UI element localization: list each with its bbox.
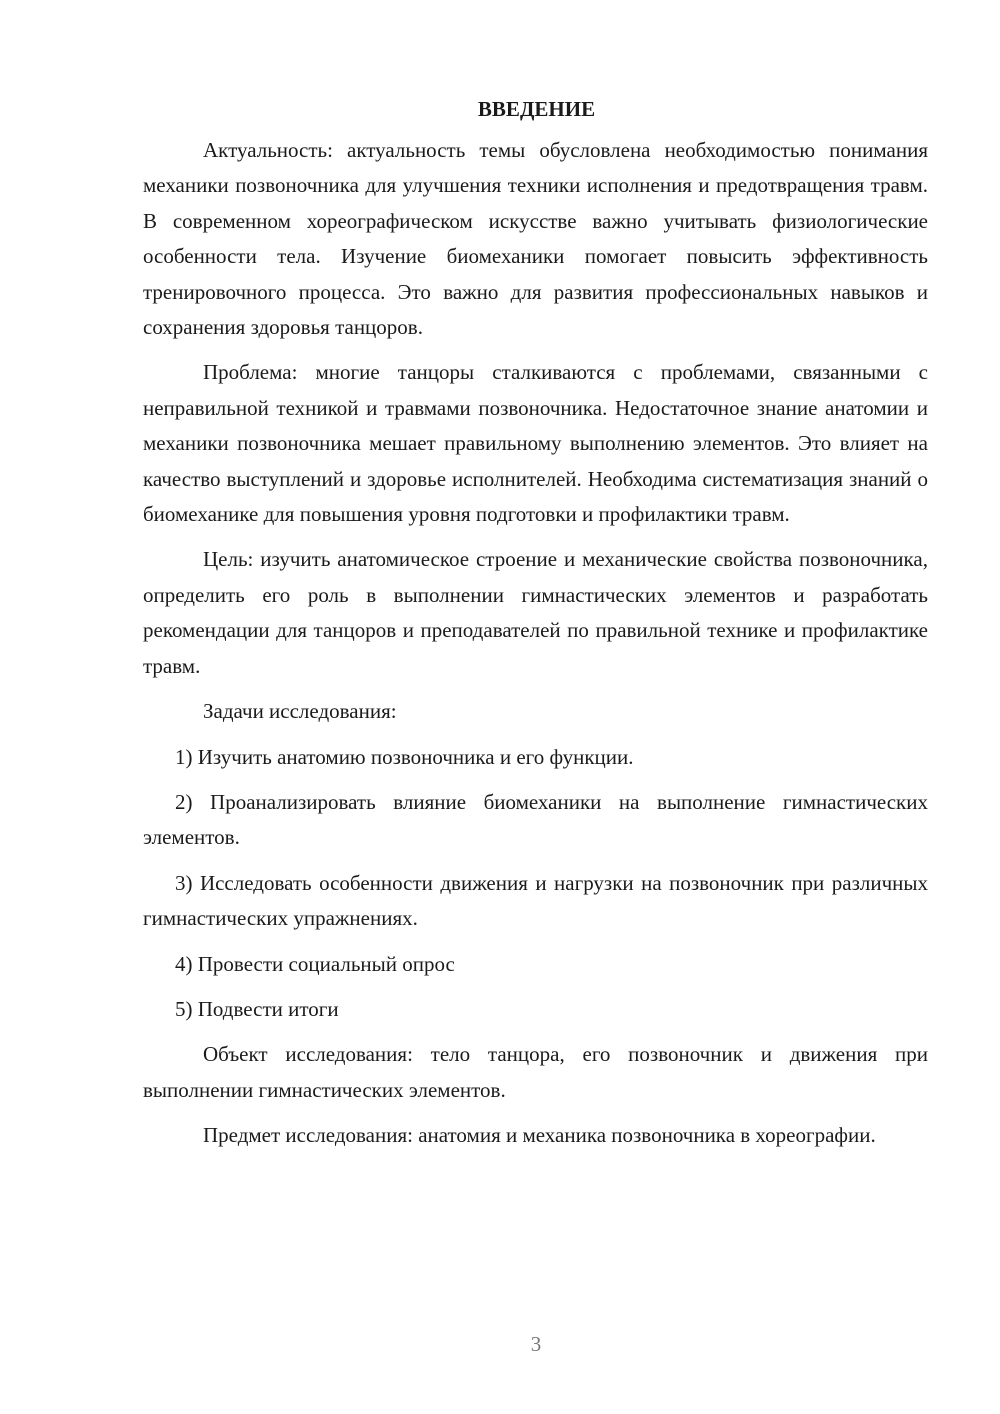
tasks-heading: Задачи исследования: xyxy=(203,699,397,724)
task-item-5: 5) Подвести итоги xyxy=(175,996,339,1021)
document-page xyxy=(143,92,928,1164)
section-title: ВВЕДЕНИЕ xyxy=(477,97,596,121)
task-item-2: 2) Проанализировать влияние биомеханики на выполнение гимнастических элементов. xyxy=(143,789,928,850)
task-item-3: 3) Исследовать особенности движения и нагрузки на позвоночник при различных гимнастических упражнениях. xyxy=(143,870,928,931)
task-item-4: 4) Провести социальный опрос xyxy=(175,951,455,976)
object-paragraph: Объект исследования: тело танцора, его позвоночник и движения при выполнении гимнастических элементов. xyxy=(143,1042,928,1102)
goal-paragraph: Цель: изучить анатомическое строение и механические свойства позвоночника, определить его роль в выполнении гимнастических элементов и разработать рекомендации для танцоров и преподавателей по правильной технике и профилактике травм. xyxy=(143,547,928,678)
task-item-1: 1) Изучить анатомию позвоночника и его функции. xyxy=(175,744,634,769)
page-number: 3 xyxy=(530,1332,542,1356)
relevance-paragraph: Актуальность: актуальность темы обусловлена необходимостью понимания механики позвоночника для улучшения техники исполнения и предотвращения травм. В современном хореографическом искусстве важно учитывать физиологические особенности тела. Изучение биомеханики помогает повысить эффективность тренировочного процесса. Это важно для развития профессиональных навыков и сохранения здоровья танцоров. xyxy=(143,138,928,340)
subject-paragraph: Предмет исследования: анатомия и механика позвоночника в хореографии. xyxy=(203,1123,876,1148)
problem-paragraph: Проблема: многие танцоры сталкиваются с проблемами, связанными с неправильной техникой и травмами позвоночника. Недостаточное знание анатомии и механики позвоночника мешает правильному выполнению элементов. Это влияет на качество выступлений и здоровье исполнителей. Необходима систематизация знаний о биомеханике для повышения уровня подготовки и профилактики травм. xyxy=(143,360,928,527)
